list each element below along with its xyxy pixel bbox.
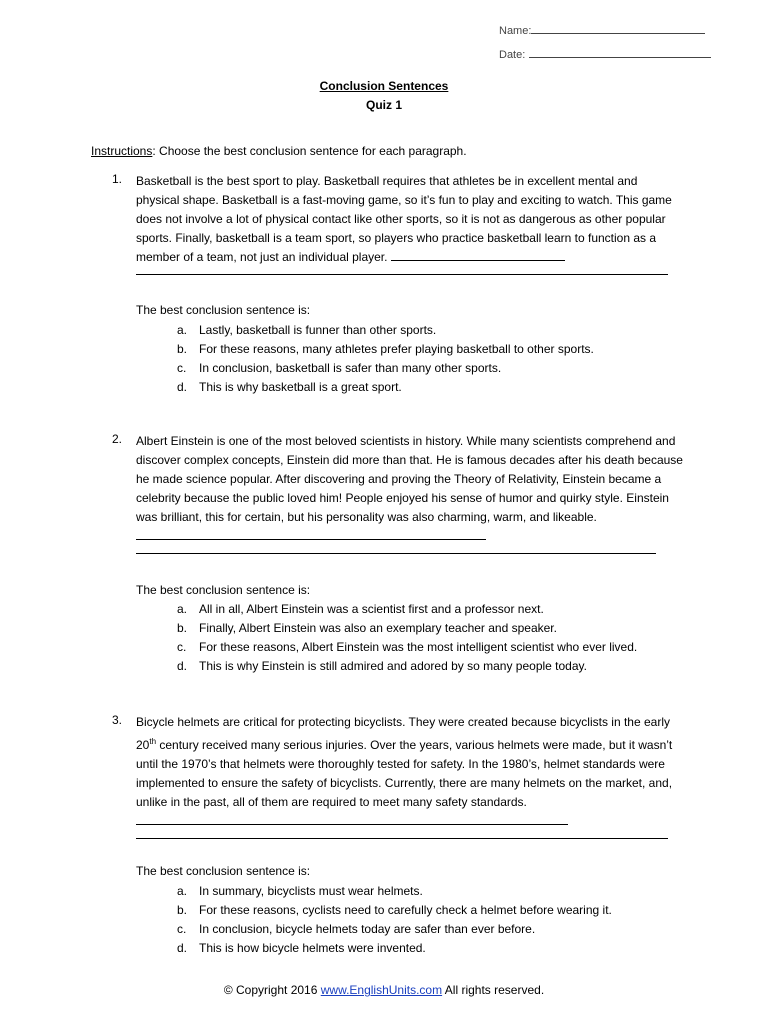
option-a[interactable]: a. All in all, Albert Einstein was a scientist first and a professor next. [177,602,544,616]
rights-text: All rights reserved. [444,983,545,997]
answer-blank-line[interactable] [136,539,656,554]
instructions-label: Instructions [91,144,153,158]
options-list [177,882,612,958]
option-a[interactable]: a. Lastly, basketball is funner than other sports. [177,323,437,337]
option-b[interactable]: b. Finally, Albert Einstein was also an exemplary teacher and speaker. [177,621,557,635]
question-paragraph: Bicycle helmets are critical for protecting bicyclists. They were created because bicyclists in the early 20th century received many serious injuries. Over the years, various helmets were made, but it wasn’t until the 1970’s that helmets were thoroughly tested for safety. In the 1980’s, helmet standards were implemented to ensure the safety of bicyclists. Currently, there are many helmets on the market, and, unlike in the past, all of them are required to meet many safety standards. [136,713,684,839]
options-list [177,321,594,397]
date-field[interactable] [499,46,711,61]
name-label: Name: [499,25,532,37]
answer-prompt: The best conclusion sentence is: [136,303,311,317]
option-b[interactable]: b. For these reasons, many athletes prefer playing basketball to other sports. [177,342,594,356]
option-c[interactable]: c. For these reasons, Albert Einstein was the most intelligent scientist who ever lived. [177,640,638,654]
date-blank[interactable] [529,46,711,58]
answer-blank-line[interactable] [136,824,668,839]
question-paragraph: Basketball is the best sport to play. Basketball requires that athletes be in excellent mental and physical shape. Basketball is a fast-moving game, so it’s fun to play and exciting to watch. This game does not involve a lot of physical contact like other sports, so it is not as dangerous as other popular sports. Finally, basketball is a team sport, so players who practice basketball learn to function as a member of a team, not just an individual player. [136,172,684,275]
copyright-text: © Copyright 2016 [223,983,318,997]
options-list [177,600,637,676]
question-number: 3. [112,713,123,727]
page-subtitle: Quiz 1 [365,98,402,112]
footer [0,983,768,997]
option-d[interactable]: d. This is why basketball is a great sport. [177,380,402,394]
option-d[interactable]: d. This is how bicycle helmets were invented. [177,941,426,955]
question-number: 2. [112,432,123,446]
option-b[interactable]: b. For these reasons, cyclists need to carefully check a helmet before wearing it. [177,903,612,917]
date-label: Date: [499,49,526,61]
answer-blank[interactable] [136,812,568,825]
option-d[interactable]: d. This is why Einstein is still admired and adored by so many people today. [177,659,587,673]
site-link[interactable]: www.EnglishUnits.com [320,983,443,997]
question-paragraph: Albert Einstein is one of the most beloved scientists in history. While many scientists comprehend and discover complex concepts, Einstein did more than that. He is famous decades after his death because he made science popular. After discovering and proving the Theory of Relativity, Einstein became a celebrity because the public loved him! People enjoyed his sense of humor and quirky style. Einstein was brilliant, this for certain, but his personality was also charming, warm, and likeable. [136,432,684,554]
instructions [91,144,467,158]
answer-blank[interactable] [391,248,565,261]
option-a[interactable]: a. In summary, bicyclists must wear helmets. [177,884,423,898]
answer-prompt: The best conclusion sentence is: [136,864,311,878]
page-title: Conclusion Sentences [319,79,449,93]
option-c[interactable]: c. In conclusion, bicycle helmets today are safer than ever before. [177,922,536,936]
answer-blank[interactable] [136,527,486,540]
instructions-text: : Choose the best conclusion sentence for each paragraph. [152,144,467,158]
name-blank[interactable] [531,22,705,34]
name-field[interactable] [499,22,705,37]
question-number: 1. [112,172,123,186]
answer-prompt: The best conclusion sentence is: [136,583,311,597]
option-c[interactable]: c. In conclusion, basketball is safer than many other sports. [177,361,502,375]
